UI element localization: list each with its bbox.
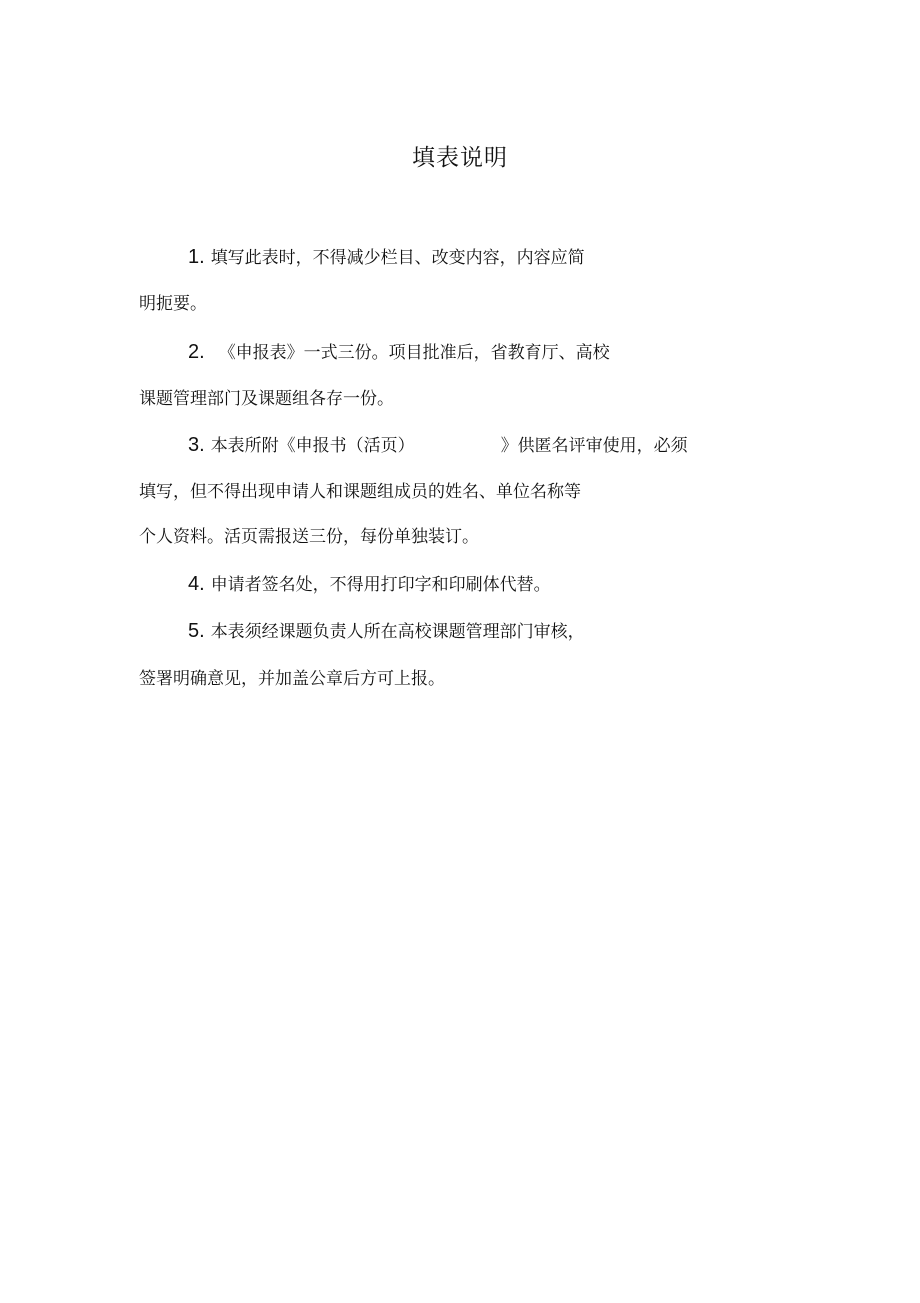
item-1-text-1: 填写此表时，不得减少栏目、改变内容，内容应简 xyxy=(210,248,585,268)
item-2-line-2: 课题管理部门及课题组各存一份。 xyxy=(139,389,394,409)
item-5-line-1 xyxy=(188,618,585,645)
item-4-number: 4. xyxy=(188,573,205,595)
item-3-number: 3. xyxy=(188,434,205,456)
item-3-text-1a: 本表所附《申报书（活页） xyxy=(210,436,415,456)
item-1-line-1 xyxy=(188,244,585,271)
page-title: 填表说明 xyxy=(412,145,508,171)
item-1-number: 1. xyxy=(188,246,205,268)
item-4-text-1: 申请者签名处，不得用打印字和印刷体代替。 xyxy=(210,575,551,595)
item-3-line-3: 个人资料。活页需报送三份，每份单独装订。 xyxy=(139,527,479,547)
item-2-line-1 xyxy=(188,339,610,366)
item-5-line-2: 签署明确意见，并加盖公章后方可上报。 xyxy=(139,669,445,689)
item-3-line-2: 填写，但不得出现申请人和课题组成员的姓名、单位名称等 xyxy=(139,482,581,502)
item-2-number: 2. xyxy=(188,341,205,363)
item-2-text-1: 《申报表》一式三份。项目批准后，省教育厅、高校 xyxy=(218,343,610,363)
item-3-line-1 xyxy=(188,432,688,459)
item-5-number: 5. xyxy=(188,620,205,642)
item-1-line-2: 明扼要。 xyxy=(139,294,207,314)
item-5-text-1: 本表须经课题负责人所在高校课题管理部门审核， xyxy=(210,622,585,642)
item-3-text-1b: 》供匿名评审使用，必须 xyxy=(500,436,688,456)
item-4-line-1 xyxy=(188,571,551,598)
